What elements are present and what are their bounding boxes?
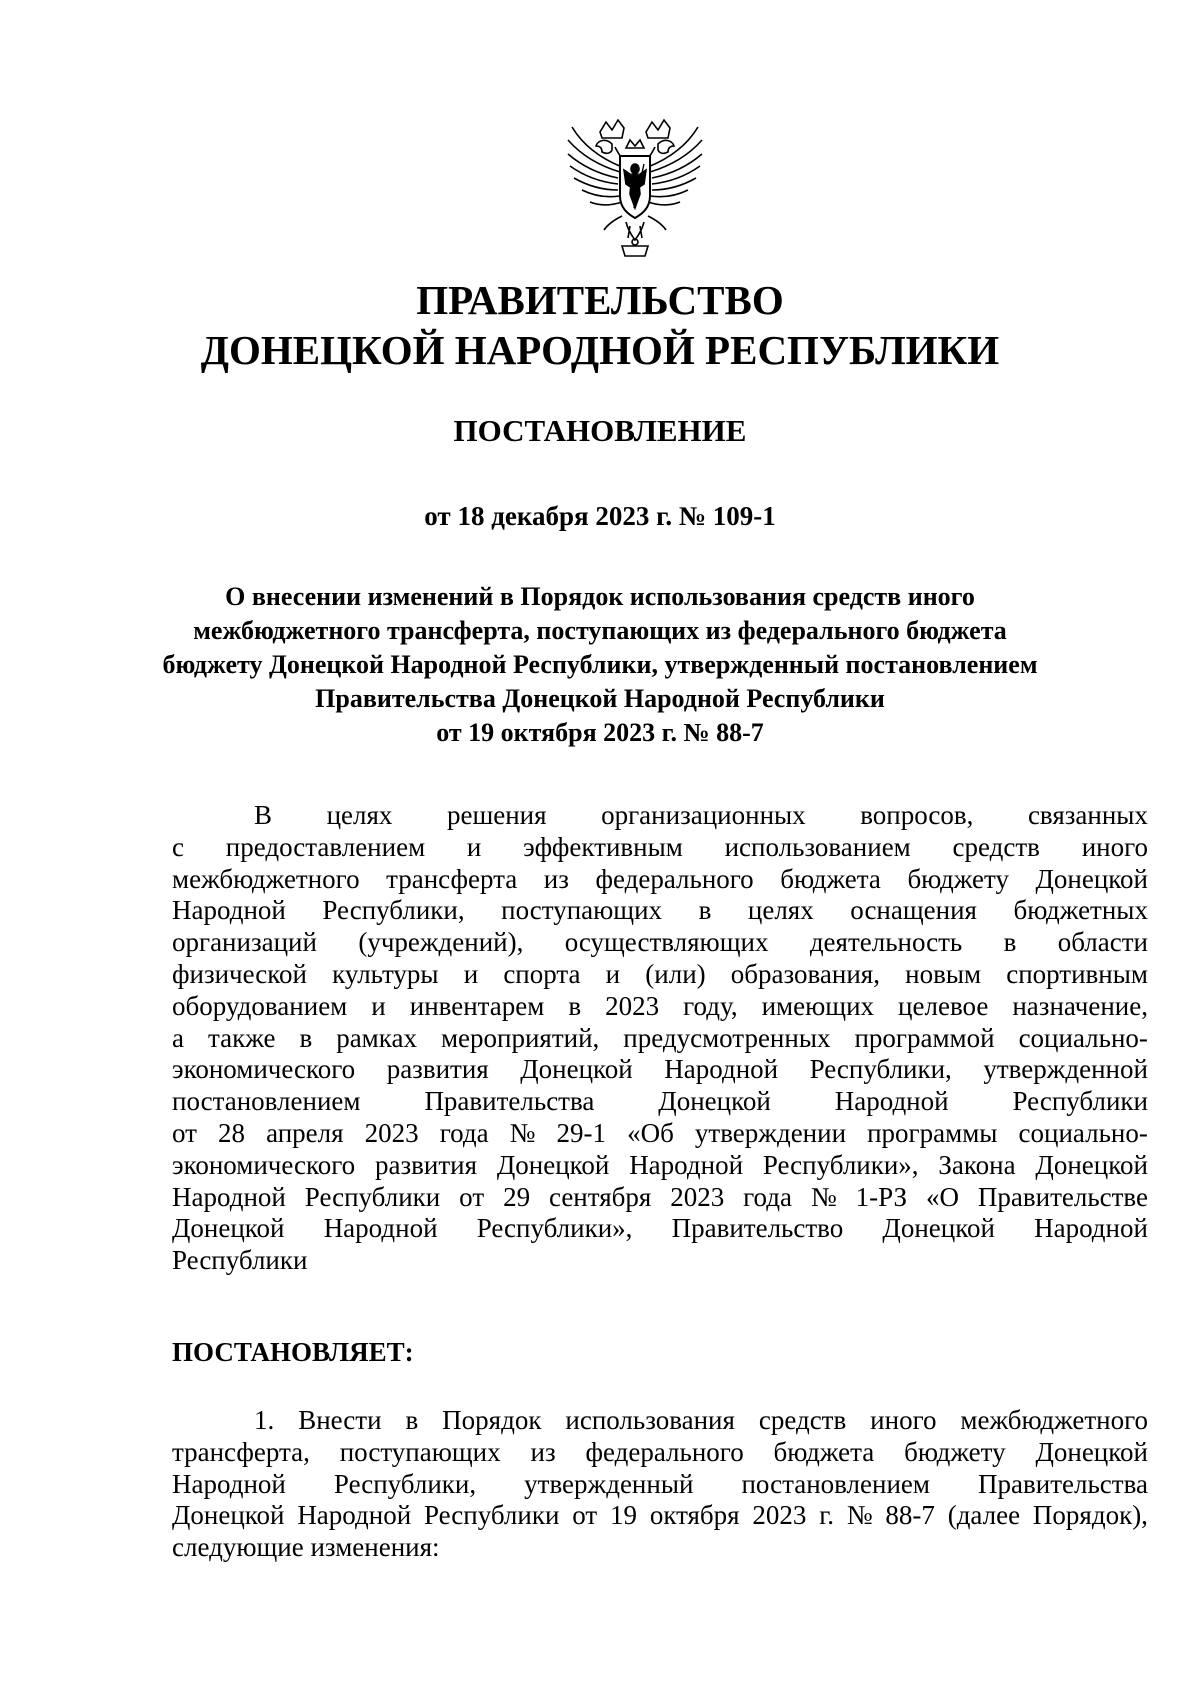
document-date-number: от 18 декабря 2023 г. № 109-1 [424,501,776,531]
document-subject [0,580,1200,750]
subject-line: О внесении изменений в Порядок использования средств иного [225,582,975,611]
item-1-line: 1. Внести в Порядок использования средств иного межбюджетного [254,1405,1148,1435]
item-1-line: трансферта, поступающих из федерального бюджета бюджету Донецкой [172,1436,1148,1467]
document-type: ПОСТАНОВЛЕНИЕ [453,413,747,448]
preamble-line: организаций (учреждений), осуществляющих деятельность в области [172,927,1148,958]
preamble-line: Народной Республики, поступающих в целях оснащения бюджетных [172,895,1148,926]
subject-line: бюджету Донецкой Народной Республики, утвержденный постановлением [162,650,1038,679]
subject-line: от 19 октября 2023 г. № 88-7 [436,718,764,747]
preamble-line: Донецкой Народной Республики», Правительство Донецкой Народной [172,1213,1148,1244]
item-1-line: следующие изменения: [172,1532,440,1563]
government-title-line1: ПРАВИТЕЛЬСТВО [416,277,784,323]
coat-of-arms-icon [560,112,710,267]
preamble-line: межбюджетного трансферта из федерального бюджета бюджету Донецкой [172,863,1148,894]
preamble-line: с предоставлением и эффективным использованием средств иного [172,831,1148,862]
resolves-heading: ПОСТАНОВЛЯЕТ: [172,1337,414,1367]
preamble-line: Народной Республики от 29 сентября 2023 года № 1-РЗ «О Правительстве [172,1181,1148,1212]
preamble-line: физической культуры и спорта и (или) образования, новым спортивным [172,958,1148,989]
preamble-line: а также в рамках мероприятий, предусмотренных программой социально- [172,1022,1148,1053]
preamble-line: В целях решения организационных вопросов, связанных [254,800,1148,830]
preamble-line: экономического развития Донецкой Народной Республики», Закона Донецкой [172,1149,1148,1180]
preamble-line: постановлением Правительства Донецкой Народной Республики [172,1086,1148,1117]
item-1-paragraph [172,1405,1148,1564]
government-title [0,275,1200,375]
preamble-line: оборудованием и инвентарем в 2023 году, имеющих целевое назначение, [172,990,1148,1021]
preamble-line: Республики [172,1245,308,1276]
item-1-line: Народной Республики, утвержденный постановлением Правительства [172,1468,1148,1499]
government-title-line2: ДОНЕЦКОЙ НАРОДНОЙ РЕСПУБЛИКИ [200,327,1000,373]
subject-line: межбюджетного трансферта, поступающих из федерального бюджета [193,616,1007,645]
item-1-line: Донецкой Народной Республики от 19 октября 2023 г. № 88-7 (далее Порядок), [172,1500,1148,1531]
preamble-line: экономического развития Донецкой Народной Республики, утвержденной [172,1054,1148,1085]
subject-line: Правительства Донецкой Народной Республики [315,684,885,713]
preamble-line: от 28 апреля 2023 года № 29-1 «Об утверждении программы социально- [172,1117,1148,1148]
preamble-paragraph [172,800,1148,1277]
